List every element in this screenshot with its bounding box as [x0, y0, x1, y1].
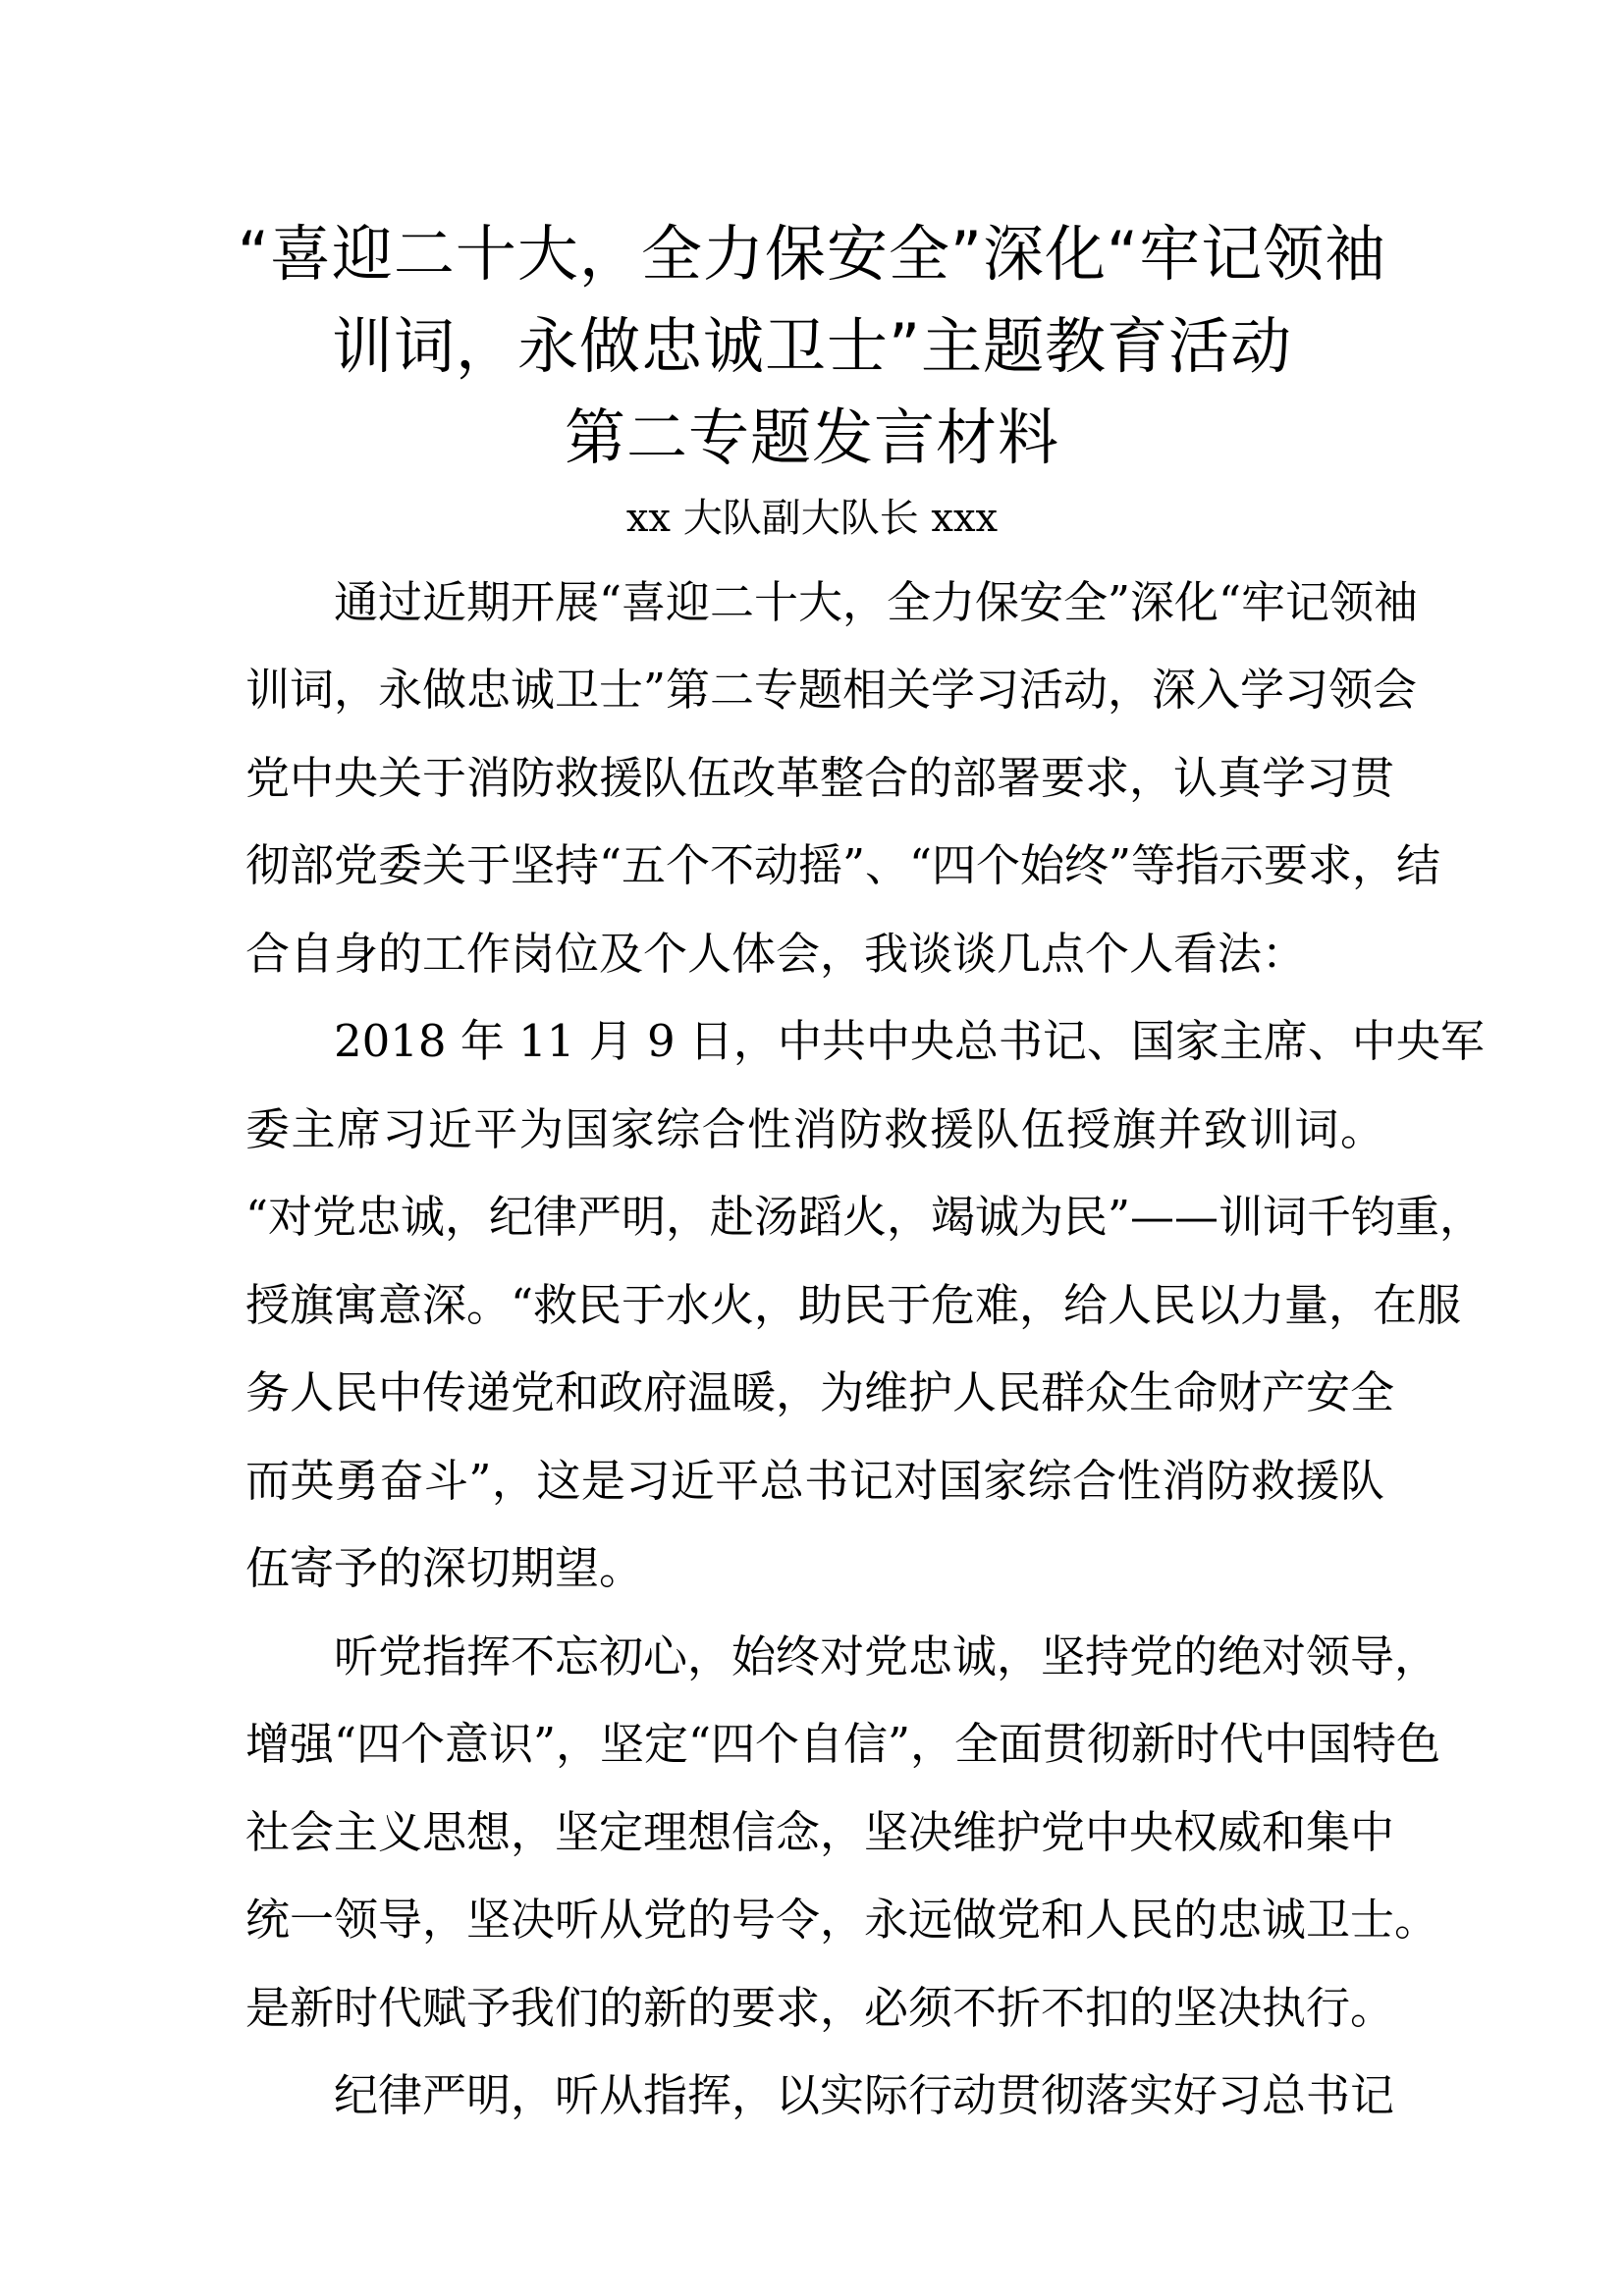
paragraph-1-line-2: 训词，永做忠诚卫士”第二专题相关学习活动，深入学习领会	[245, 664, 1418, 716]
document-title-line-2: 训词，永做忠诚卫士”主题教育活动	[331, 310, 1293, 382]
paragraph-1-line-3: 党中央关于消防救援队伍改革整合的部署要求，认真学习贯	[245, 752, 1395, 804]
paragraph-2-line-3: “对党忠诚，纪律严明，赴汤蹈火，竭诚为民”——训词千钧重，	[245, 1191, 1485, 1243]
paragraph-2-line-1: 2018 年 11 月 9 日，中共中央总书记、国家主席、中央军	[334, 1015, 1485, 1067]
paragraph-3-line-2: 增强“四个意识”，坚定“四个自信”，全面贯彻新时代中国特色	[245, 1718, 1441, 1770]
document-title-line-3: 第二专题发言材料	[564, 401, 1059, 473]
paragraph-2-line-6: 而英勇奋斗”，这是习近平总书记对国家综合性消防救援队	[245, 1455, 1384, 1507]
paragraph-3-line-1: 听党指挥不忘初心，始终对党忠诚，坚持党的绝对领导，	[334, 1630, 1439, 1682]
paragraph-4-line-1: 纪律严明，听从指挥，以实际行动贯彻落实好习总书记	[334, 2069, 1395, 2121]
document-author: xx 大队副大队长 xxx	[625, 496, 999, 541]
paragraph-1-line-1: 通过近期开展“喜迎二十大，全力保安全”深化“牢记领袖	[334, 576, 1419, 628]
paragraph-2-line-5: 务人民中传递党和政府温暖，为维护人民群众生命财产安全	[245, 1366, 1395, 1418]
paragraph-1-line-5: 合自身的工作岗位及个人体会，我谈谈几点个人看法：	[245, 928, 1307, 980]
paragraph-2-line-2: 委主席习近平为国家综合性消防救援队伍授旗并致训词。	[245, 1103, 1384, 1155]
paragraph-2-line-7: 伍寄予的深切期望。	[245, 1542, 644, 1594]
paragraph-3-line-5: 是新时代赋予我们的新的要求，必须不折不扣的坚决执行。	[245, 1982, 1395, 2034]
paragraph-1-line-4: 彻部党委关于坚持“五个不动摇”、“四个始终”等指示要求，结	[245, 839, 1441, 891]
paragraph-3-line-4: 统一领导，坚决听从党的号令，永远做党和人民的忠诚卫士。	[245, 1894, 1439, 1946]
paragraph-3-line-3: 社会主义思想，坚定理想信念，坚决维护党中央权威和集中	[245, 1806, 1395, 1858]
paragraph-2-line-4: 授旗寓意深。“救民于水火，助民于危难，给人民以力量，在服	[245, 1279, 1462, 1331]
document-title-line-1: “喜迎二十大，全力保安全”深化“牢记领袖	[237, 218, 1387, 290]
